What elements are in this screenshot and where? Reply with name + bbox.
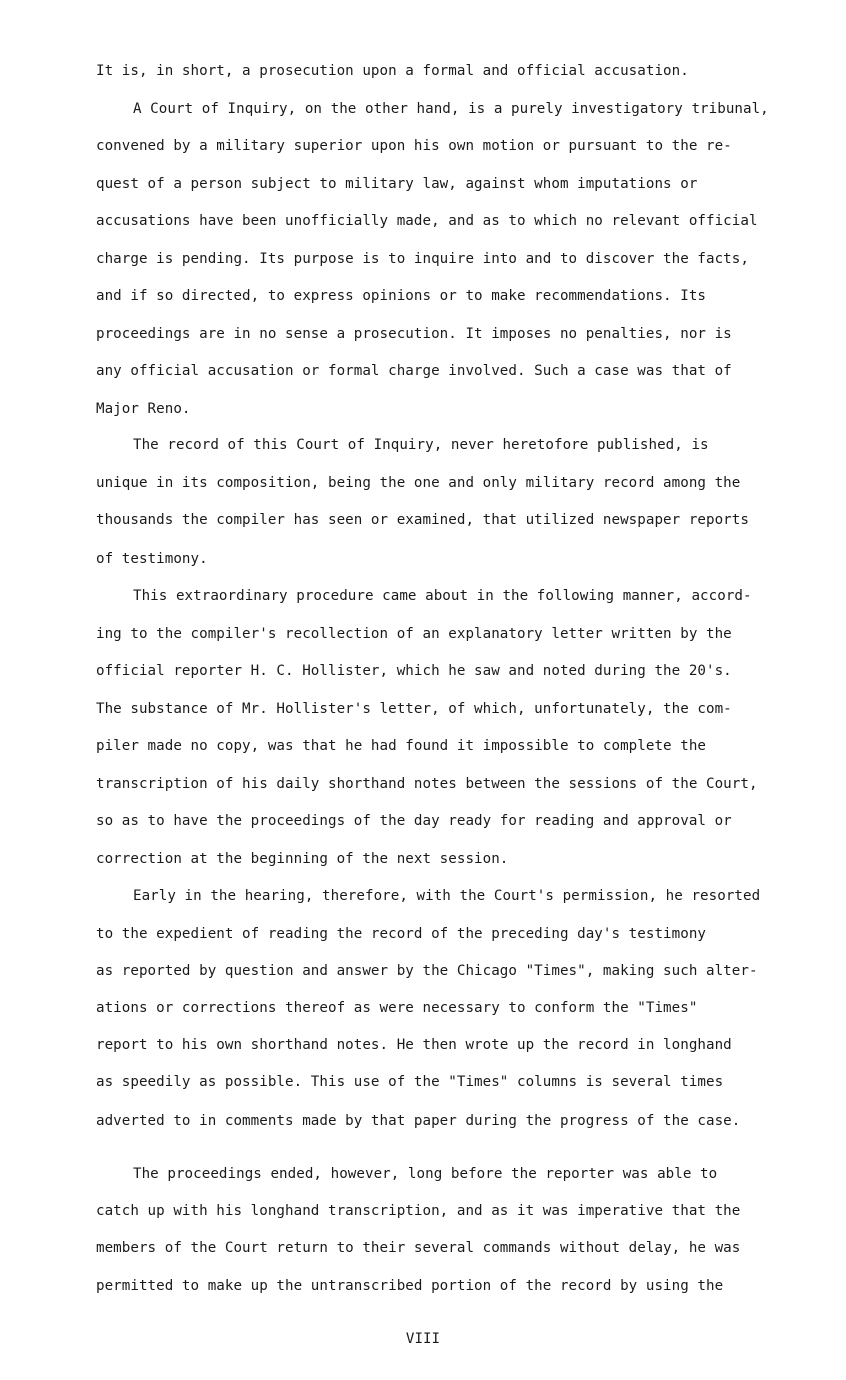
text-line: members of the Court return to their several commands without delay, he was (96, 1240, 741, 1256)
text-line: It is, in short, a prosecution upon a formal and official accusation. (96, 63, 689, 79)
text-line: as speedily as possible. This use of the "Times" columns is several times (96, 1074, 724, 1090)
text-line: report to his own shorthand notes. He then wrote up the record in longhand (96, 1037, 732, 1053)
text-line: any official accusation or formal charge involved. Such a case was that of (96, 363, 732, 379)
text-line: Major Reno. (96, 401, 191, 417)
text-line: unique in its composition, being the one and only military record among the (96, 475, 741, 491)
text-line: ations or corrections thereof as were necessary to conform the "Times" (96, 1000, 698, 1016)
text-line: as reported by question and answer by the Chicago "Times", making such alter- (96, 963, 758, 979)
text-line: charge is pending. Its purpose is to inquire into and to discover the facts, (96, 251, 749, 267)
text-line: The substance of Mr. Hollister's letter, of which, unfortunately, the com- (96, 701, 732, 717)
text-line: convened by a military superior upon his own motion or pursuant to the re- (96, 138, 732, 154)
text-line: correction at the beginning of the next session. (96, 851, 509, 867)
text-line: and if so directed, to express opinions or to make recommendations. Its (96, 288, 707, 304)
text-line: official reporter H. C. Hollister, which he saw and noted during the 20's. (96, 663, 732, 679)
text-line: ing to the compiler's recollection of an explanatory letter written by the (96, 626, 732, 642)
text-line: This extraordinary procedure came about in the following manner, accord- (133, 588, 752, 604)
text-line: catch up with his longhand transcription, and as it was imperative that the (96, 1203, 741, 1219)
text-line: A Court of Inquiry, on the other hand, is a purely investigatory tribunal, (133, 101, 769, 117)
page-number: VIII (405, 1331, 441, 1347)
text-line: of testimony. (96, 551, 208, 567)
text-line: transcription of his daily shorthand notes between the sessions of the Court, (96, 776, 758, 792)
text-line: quest of a person subject to military law, against whom imputations or (96, 176, 698, 192)
text-line: so as to have the proceedings of the day ready for reading and approval or (96, 813, 732, 829)
text-line: The record of this Court of Inquiry, never heretofore published, is (133, 437, 709, 453)
text-line: accusations have been unofficially made, and as to which no relevant official (96, 213, 758, 229)
text-line: Early in the hearing, therefore, with the Court's permission, he resorted (133, 888, 761, 904)
text-line: thousands the compiler has seen or examined, that utilized newspaper reports (96, 512, 749, 528)
text-line: proceedings are in no sense a prosecution. It imposes no penalties, nor is (96, 326, 732, 342)
text-line: piler made no copy, was that he had found it impossible to complete the (96, 738, 707, 754)
text-line: The proceedings ended, however, long before the reporter was able to (133, 1166, 718, 1182)
text-line: permitted to make up the untranscribed portion of the record by using the (96, 1278, 724, 1294)
text-line: adverted to in comments made by that paper during the progress of the case. (96, 1113, 741, 1129)
text-line: to the expedient of reading the record of the preceding day's testimony (96, 926, 707, 942)
